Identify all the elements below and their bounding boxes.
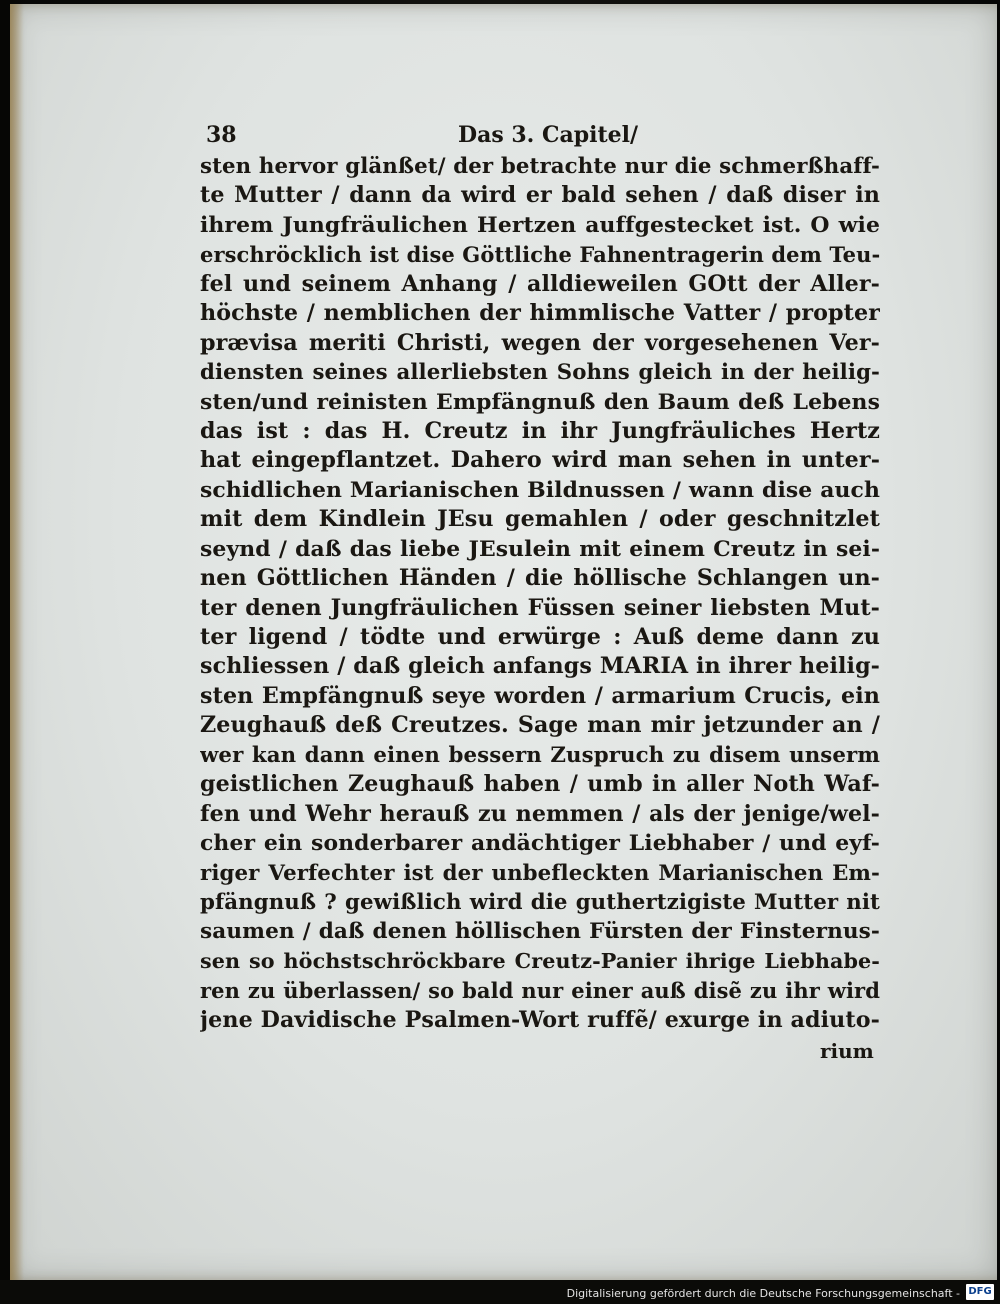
text-line: cher ein sonderbarer andächtiger Liebhaber / und eyf- — [200, 830, 880, 857]
dfg-logo: DFG — [966, 1284, 994, 1300]
text-line: höchste / nemblichen der himmlische Vatter / propter — [200, 300, 880, 327]
text-line: seynd / daß das liebe JEsulein mit einem Creutz in sei- — [200, 535, 880, 562]
digitization-credit: Digitalisierung gefördert durch die Deutsche Forschungsgemeinschaft - — [566, 1287, 960, 1300]
text-line: pfängnuß ? gewißlich wird die guthertzigiste Mutter nit — [200, 889, 880, 915]
text-line: schliessen / daß gleich anfangs MARIA in ihrer heilig- — [200, 653, 880, 680]
bleed-through-text — [260, 1062, 540, 1092]
body-text — [200, 152, 880, 1035]
text-line: nen Göttlichen Händen / die höllische Schlangen un- — [200, 565, 880, 592]
text-line: sen so höchstschröckbare Creutz-Panier ihrige Liebhabe- — [200, 948, 880, 973]
text-line: fen und Wehr herauß zu nemmen / als der jenige/wel- — [200, 800, 880, 827]
text-line: das ist : das H. Creutz in ihr Jungfräuliches Hertz — [200, 417, 880, 444]
text-line: erschröcklich ist dise Göttliche Fahnentragerin dem Teu- — [200, 242, 880, 268]
text-line: riger Verfechter ist der unbefleckten Marianischen Em- — [200, 860, 880, 886]
text-line: schidlichen Marianischen Bildnussen / wann dise auch — [200, 476, 880, 503]
page-text-block — [200, 122, 880, 1035]
text-line: wer kan dann einen bessern Zuspruch zu disem unserm — [200, 742, 880, 768]
page-gutter-shadow — [10, 4, 24, 1280]
text-line: diensten seines allerliebsten Sohns gleich in der heilig- — [200, 360, 880, 386]
text-line: sten hervor glänßet/ der betrachte nur die schmerßhaff- — [200, 154, 880, 179]
catchword: rium — [820, 1039, 874, 1063]
text-line: saumen / daß denen höllischen Fürsten der Finsternus- — [200, 919, 880, 945]
text-line: ihrem Jungfräulichen Hertzen auffgestecket ist. O wie — [200, 211, 880, 238]
running-header — [200, 122, 880, 152]
text-line: ren zu überlassen/ so bald nur einer auß disẽ zu ihr wird — [200, 978, 880, 1004]
text-line: ter ligend / tödte und erwürge : Auß deme dann zu — [200, 624, 880, 650]
page-number: 38 — [206, 122, 237, 148]
chapter-title: Das 3. Capitel/ — [458, 122, 639, 148]
text-line: hat eingepflantzet. Dahero wird man sehen in unter- — [200, 447, 880, 474]
text-line: sten/und reinisten Empfängnuß den Baum deß Lebens — [200, 388, 880, 415]
text-line: te Mutter / dann da wird er bald sehen / daß diser in — [200, 182, 880, 209]
text-line: Zeughauß deß Creutzes. Sage man mir jetzunder an / — [200, 712, 880, 739]
text-line: prævisa meriti Christi, wegen der vorgesehenen Ver- — [200, 329, 880, 356]
text-line: fel und seinem Anhang / alldieweilen GOtt der Aller- — [200, 270, 880, 297]
text-line: sten Empfängnuß seye worden / armarium Crucis, ein — [200, 682, 880, 709]
text-line: mit dem Kindlein JEsu gemahlen / oder geschnitzlet — [200, 506, 880, 533]
text-line: jene Davidische Psalmen-Wort ruffẽ/ exurge in adiuto- — [200, 1006, 880, 1033]
text-line: geistlichen Zeughauß haben / umb in aller Noth Waf- — [200, 771, 880, 798]
text-line: ter denen Jungfräulichen Füssen seiner liebsten Mut- — [200, 594, 880, 621]
